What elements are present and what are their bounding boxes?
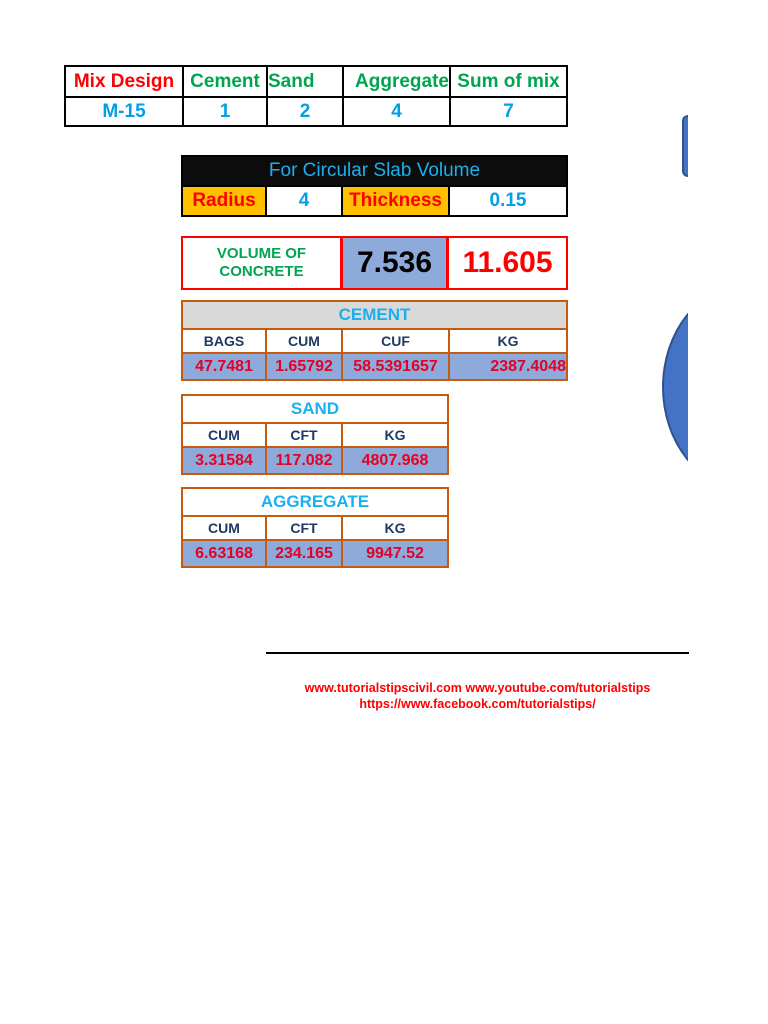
sand-col-cum: CUM: [182, 423, 266, 447]
mix-design-value[interactable]: M-15: [65, 97, 183, 126]
cement-bags-value[interactable]: 47.7481: [182, 353, 266, 380]
sand-table: [181, 394, 449, 475]
footer-links: [266, 680, 689, 712]
cement-title: CEMENT: [182, 301, 567, 329]
sum-of-mix-value[interactable]: 7: [450, 97, 567, 126]
mix-design-header: Mix Design: [65, 66, 183, 97]
volume-cft-value[interactable]: 11.605: [462, 246, 553, 279]
circular-slab-table: [181, 155, 568, 217]
sand-kg-value[interactable]: 4807.968: [342, 447, 448, 474]
aggregate-col-kg: KG: [342, 516, 448, 540]
cement-table: [181, 300, 568, 381]
circular-slab-title: For Circular Slab Volume: [182, 156, 567, 186]
volume-of-concrete-box: [181, 236, 568, 290]
cement-col-cuf: CUF: [342, 329, 449, 353]
volume-cum-value[interactable]: 7.536: [343, 238, 449, 288]
radius-value[interactable]: 4: [266, 186, 342, 216]
volume-label: [183, 238, 343, 288]
aggregate-cft-value[interactable]: 234.165: [266, 540, 342, 567]
thickness-value[interactable]: 0.15: [449, 186, 567, 216]
sand-cft-value[interactable]: 117.082: [266, 447, 342, 474]
mix-design-value-row: [65, 97, 567, 126]
sand-col-kg: KG: [342, 423, 448, 447]
sand-ratio-value[interactable]: 2: [267, 97, 343, 126]
sand-header: Sand: [267, 66, 343, 97]
sand-col-cft: CFT: [266, 423, 342, 447]
page-edge-mask: [688, 0, 768, 1024]
aggregate-header: Aggregate: [343, 66, 450, 97]
aggregate-col-cum: CUM: [182, 516, 266, 540]
sand-title: SAND: [182, 395, 448, 423]
cement-cuf-value[interactable]: 58.5391657: [342, 353, 449, 380]
cement-col-kg: KG: [449, 329, 567, 353]
footer-divider: [266, 652, 689, 654]
footer-link-line1[interactable]: www.tutorialstipscivil.com www.youtube.com/tutorialstips: [304, 681, 651, 695]
aggregate-ratio-value[interactable]: 4: [343, 97, 450, 126]
footer-link-line2[interactable]: https://www.facebook.com/tutorialstips/: [359, 697, 596, 711]
mix-design-header-row: [65, 66, 567, 97]
thickness-label: Thickness: [342, 186, 449, 216]
aggregate-title: AGGREGATE: [182, 488, 448, 516]
sum-of-mix-header: Sum of mix: [450, 66, 567, 97]
aggregate-col-cft: CFT: [266, 516, 342, 540]
cement-header: Cement: [183, 66, 267, 97]
volume-label-line2: CONCRETE: [219, 263, 304, 280]
aggregate-kg-value[interactable]: 9947.52: [342, 540, 448, 567]
volume-label-line1: VOLUME OF: [216, 245, 307, 262]
cement-col-bags: BAGS: [182, 329, 266, 353]
aggregate-table: [181, 487, 449, 568]
sand-cum-value[interactable]: 3.31584: [182, 447, 266, 474]
cement-cum-value[interactable]: 1.65792: [266, 353, 342, 380]
radius-label: Radius: [182, 186, 266, 216]
cement-ratio-value[interactable]: 1: [183, 97, 267, 126]
mix-design-table: [64, 65, 568, 127]
cement-kg-value[interactable]: 2387.4048: [449, 353, 567, 380]
aggregate-cum-value[interactable]: 6.63168: [182, 540, 266, 567]
cement-col-cum: CUM: [266, 329, 342, 353]
